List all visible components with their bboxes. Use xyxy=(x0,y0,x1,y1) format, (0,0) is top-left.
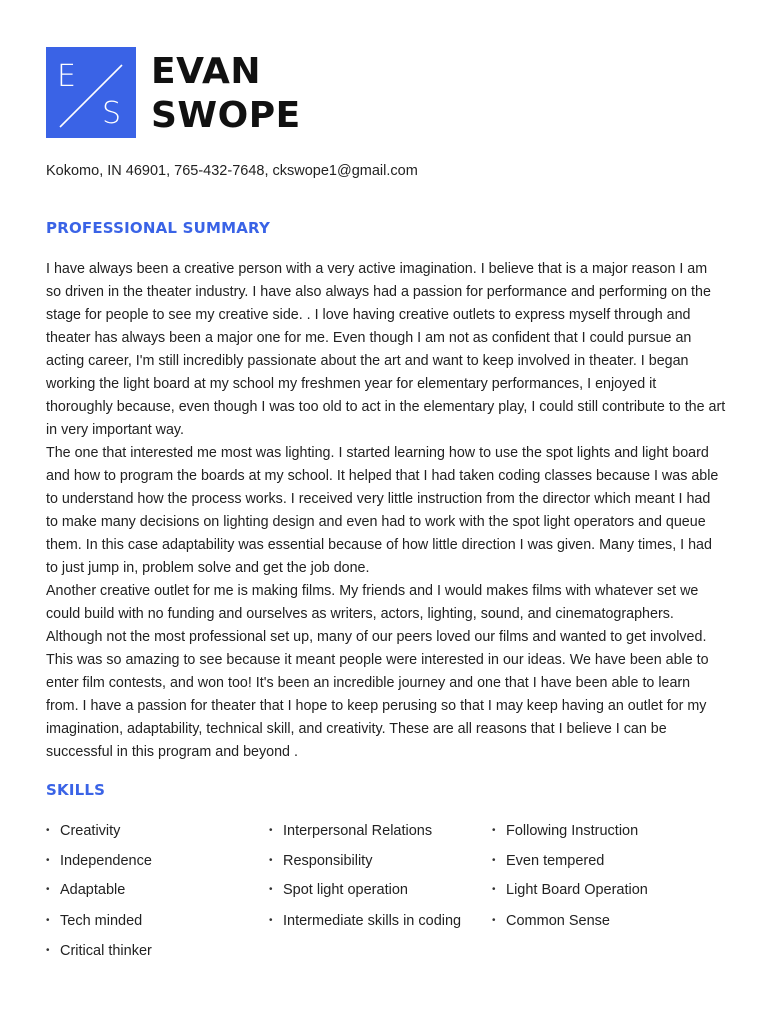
skills-list xyxy=(46,819,722,969)
skill-item: • Following Instruction xyxy=(492,819,722,849)
skill-item: • Adaptable xyxy=(46,878,269,909)
professional-summary-body xyxy=(46,258,726,764)
skill-item: • Spot light operation xyxy=(269,878,492,909)
skills-heading: SKILLS xyxy=(46,781,106,799)
skill-item: • Critical thinker xyxy=(46,939,269,969)
resume-header xyxy=(46,46,301,138)
monogram-logo xyxy=(46,47,136,138)
last-name: SWOPE xyxy=(151,95,301,136)
contact-info: Kokomo, IN 46901, 765-432-7648, ckswope1@gmail.com xyxy=(46,163,418,179)
skill-item: • Even tempered xyxy=(492,849,722,878)
monogram-last-initial: S xyxy=(102,95,122,131)
skill-item: • Intermediate skills in coding xyxy=(269,909,492,939)
professional-summary-heading: PROFESSIONAL SUMMARY xyxy=(46,219,271,237)
skill-item: • Tech minded xyxy=(46,909,269,939)
summary-paragraph: The one that interested me most was lighting. I started learning how to use the spot lights and light board and how to program the boards at my school. It helped that I had taken coding classes because I was able to understand how the process works. I received very little instruction from the director which meant I had to make many decisions on lighting design and even had to work with the spot light operators and queue them. In this case adaptability was essential because of how little direction I was given. Many times, I had to just jump in, problem solve and get the job done. xyxy=(46,445,719,576)
skill-item: • Creativity xyxy=(46,819,269,849)
summary-paragraph: I have always been a creative person with a very active imagination. I believe that is a major reason I am so driven in the theater industry. I have also always had a passion for performance and performing on the stage for people to see my creative side. . I love having creative outlets to express myself through and theater has always been a major one for me. Even though I am not as confident that I could pursue an acting career, I'm still incredibly passionate about the art and want to keep involved in theater. I began working the light board at my school my freshmen year for elementary performances, I enjoyed it thoroughly because, even though I was too old to act in the elementary play, I could still contribute to the art in very important way. xyxy=(46,261,726,438)
skill-item: • Light Board Operation xyxy=(492,878,722,909)
skill-item: • Independence xyxy=(46,849,269,878)
skill-item: • Interpersonal Relations xyxy=(269,819,492,849)
summary-paragraph: Another creative outlet for me is making films. My friends and I would makes films with whatever set we could build with no funding and ourselves as writers, actors, lighting, sound, and cinematographers. Although not the most professional set up, many of our peers loved our films and wanted to get involved. This was so amazing to see because it meant people were interested in our ideas. We have been able to enter film contests, and won too! It's been an incredible journey and one that I have been able to learn from. I have a passion for theater that I hope to keep perusing so that I may keep having an outlet for my imagination, adaptability, technical skill, and creativity. These are all reasons that I believe I can be successful in this program and beyond . xyxy=(46,583,709,760)
skill-item: • Common Sense xyxy=(492,909,722,939)
full-name xyxy=(151,50,301,138)
monogram-first-initial: E xyxy=(57,58,76,94)
first-name: EVAN xyxy=(151,51,261,92)
skill-item: • Responsibility xyxy=(269,849,492,878)
